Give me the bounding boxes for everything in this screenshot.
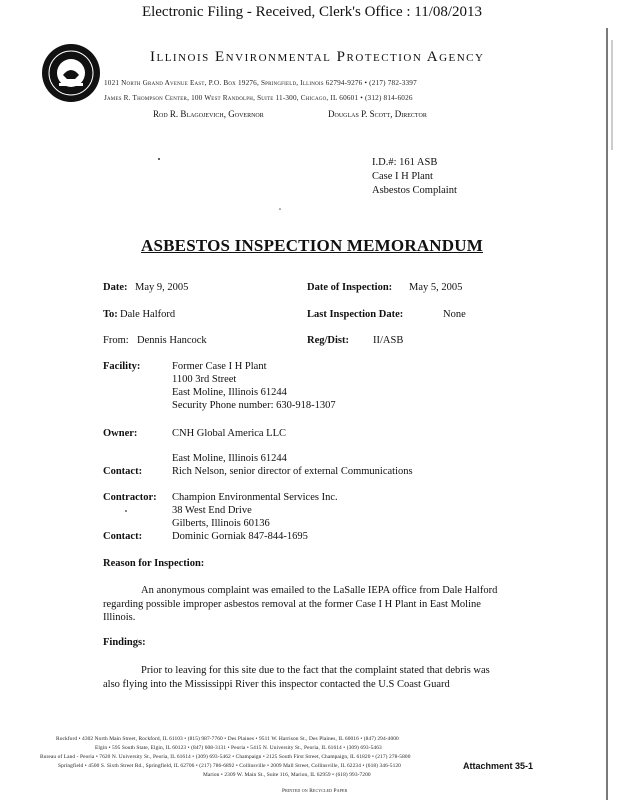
agency-seal-icon: [41, 43, 101, 103]
findings-heading: Findings:: [103, 637, 146, 648]
reg-dist-label: Reg/Dist:: [307, 335, 349, 346]
facility-line: Former Case I H Plant: [172, 361, 267, 372]
to-value: Dale Halford: [120, 309, 176, 320]
director-name: Douglas P. Scott, Director: [328, 109, 427, 119]
facility-label: Facility:: [103, 361, 141, 372]
date-label: Date:: [103, 282, 128, 293]
reg-dist-value: II/ASB: [373, 335, 404, 346]
reason-heading: Reason for Inspection:: [103, 558, 205, 569]
date-value: May 9, 2005: [135, 282, 189, 293]
facility-line: East Moline, Illinois 61244: [172, 387, 287, 398]
footer-offices-line: Bureau of Land - Peoria • 7620 N. University St., Peoria, IL 61614 • (309) 693-5462 • Champaign • 2125 South First Street, Champaign, IL 61820 • (217) 278-5800: [40, 754, 411, 760]
reason-text: An anonymous complaint was emailed to the LaSalle IEPA office from Dale Halford regarding possible improper asbestos removal at the former Case I H Plant in East Moline Illinois.: [103, 585, 498, 623]
memo-title: ASBESTOS INSPECTION MEMORANDUM: [141, 236, 483, 255]
contractor-line: Gilberts, Illinois 60136: [172, 518, 270, 529]
contractor-line: Champion Environmental Services Inc.: [172, 492, 338, 503]
contractor-contact-value: Dominic Gorniak 847-844-1695: [172, 531, 308, 542]
attachment-label: Attachment 35-1: [463, 761, 534, 771]
inspection-date-value: May 5, 2005: [409, 282, 463, 293]
governor-name: Rod R. Blagojevich, Governor: [153, 109, 264, 119]
agency-address-springfield: 1021 North Grand Avenue East, P.O. Box 19276, Springfield, Illinois 62794-9276 • (217) 782-3397: [104, 79, 417, 87]
reference-id: I.D.#: 161 ASB: [372, 157, 438, 168]
owner-line: East Moline, Illinois 61244: [172, 453, 287, 464]
contractor-line: 38 West End Drive: [172, 505, 252, 516]
last-inspection-value: None: [443, 309, 466, 320]
last-inspection-label: Last Inspection Date:: [307, 309, 404, 320]
findings-text: Prior to leaving for this site due to the fact that the complaint stated that debris was also flying into the Mississippi River this inspector contacted the U.S Coast Guard: [103, 665, 490, 690]
contractor-label: Contractor:: [103, 492, 157, 503]
agency-name: Illinois Environmental Protection Agency: [150, 49, 485, 65]
contractor-contact-label: Contact:: [103, 531, 143, 542]
reference-type: Asbestos Complaint: [372, 185, 457, 196]
facility-line: 1100 3rd Street: [172, 374, 237, 385]
agency-address-chicago: James R. Thompson Center, 100 West Randolph, Suite 11-300, Chicago, IL 60601 • (312) 814-6026: [104, 94, 413, 102]
from-value: Dennis Hancock: [137, 335, 207, 346]
owner-line: CNH Global America LLC: [172, 428, 287, 439]
footer-offices-line: Marion • 2309 W. Main St., Suite 116, Marion, IL 62959 • (618) 993-7200: [203, 772, 371, 778]
footer-offices-line: Elgin • 595 South State, Elgin, IL 60123 • (847) 608-3131 • Peoria • 5415 N. University St., Peoria, IL 61614 • (309) 693-5463: [95, 745, 382, 751]
filing-stamp: Electronic Filing - Received, Clerk's Office : 11/08/2013: [141, 4, 483, 20]
owner-label: Owner:: [103, 428, 138, 439]
recycled-paper-note: Printed on Recycled Paper: [282, 788, 348, 794]
footer-offices-line: Rockford • 4302 North Main Street, Rockford, IL 61103 • (815) 987-7760 • Des Plaines • 9511 W. Harrison St., Des Plaines, IL 60016 • (847) 294-4000: [56, 736, 399, 742]
to-label: To:: [103, 309, 118, 320]
reference-case: Case I H Plant: [372, 171, 433, 182]
inspection-date-label: Date of Inspection:: [307, 282, 393, 293]
footer-offices-line: Springfield • 4500 S. Sixth Street Rd., Springfield, IL 62706 • (217) 786-6892 • Collinsville • 2009 Mall Street, Collinsville, IL 62234 • (618) 346-5120: [58, 763, 401, 769]
owner-contact-value: Rich Nelson, senior director of external Communications: [172, 466, 413, 477]
owner-contact-label: Contact:: [103, 466, 143, 477]
from-label: From:: [103, 335, 129, 346]
facility-line: Security Phone number: 630-918-1307: [172, 400, 336, 411]
